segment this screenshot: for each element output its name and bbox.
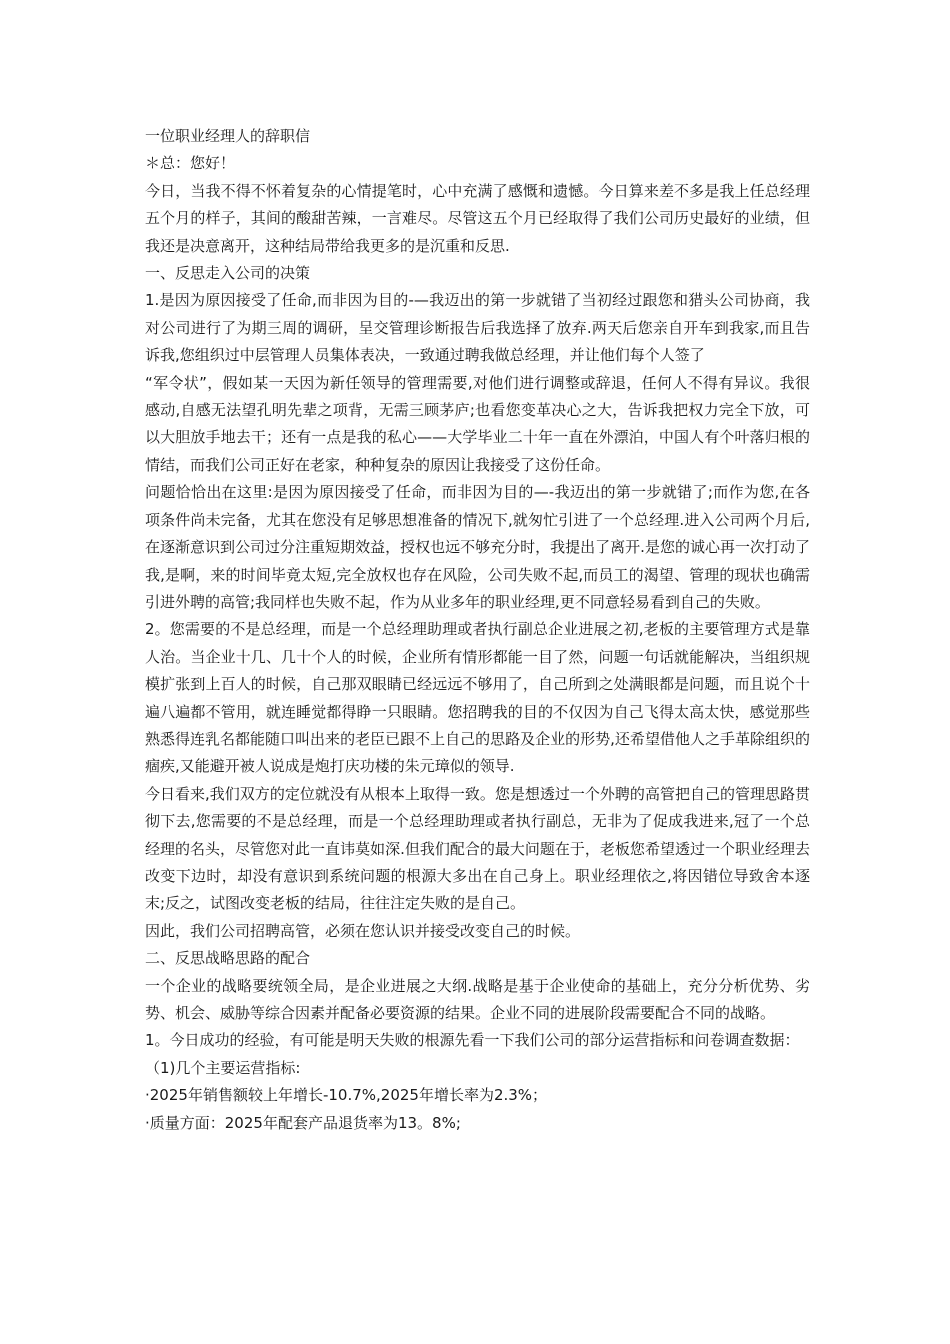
- letter-body: [145, 123, 810, 1137]
- paragraph: 问题恰恰出在这里:是因为原因接受了任命，而非因为目的—-我迈出的第一步就错了;而作为您,在各项条件尚未完备，尤其在您没有足够思想准备的情况下,就匆忙引进了一个总经理.进入公司两个月后,在逐渐意识到公司过分注重短期效益，授权也远不够充分时，我提出了离开.是您的诚心再一次打动了我,是啊，来的时间毕竟太短,完全放权也存在风险，公司失败不起,而员工的渴望、管理的现状也确需引进外聘的高管;我同样也失败不起，作为从业多年的职业经理,更不同意轻易看到自己的失败。: [145, 483, 810, 611]
- paragraph: 2。您需要的不是总经理，而是一个总经理助理或者执行副总企业进展之初,老板的主要管理方式是靠人治。当企业十几、几十个人的时候，企业所有情形都能一目了然，问题一句话就能解决，当组织规模扩张到上百人的时候，自己那双眼睛已经远远不够用了，自己所到之处满眼都是问题，而且说个十遍八遍都不管用，就连睡觉都得睁一只眼睛。您招聘我的目的不仅因为自己飞得太高太快，感觉那些熟悉得连乳名都能随口叫出来的老臣已跟不上自己的思路及企业的形势,还希望借他人之手革除组织的痼疾,又能避开被人说成是炮打庆功楼的朱元璋似的领导.: [145, 620, 810, 776]
- bullet-item: ·质量方面：2025年配套产品退货率为13。8%;: [145, 1113, 461, 1132]
- paragraph: “军令状”，假如某一天因为新任领导的管理需要,对他们进行调整或辞退，任何人不得有异议。我很感动,自感无法望孔明先辈之项背，无需三顾茅庐;也看您变革决心之大，告诉我把权力完全下放，可以大胆放手地去干；还有一点是我的私心——大学毕业二十年一直在外漂泊，中国人有个叶落归根的情结，而我们公司正好在老家，种种复杂的原因让我接受了这份任命。: [145, 373, 810, 474]
- bullet-item: ·2025年销售额较上年增长-10.7%,2025年增长率为2.3%；: [145, 1086, 548, 1105]
- paragraph: 今日，当我不得不怀着复杂的心情提笔时，心中充满了感慨和遗憾。今日算来差不多是我上任总经理五个月的样子，其间的酸甜苦辣，一言难尽。尽管这五个月已经取得了我们公司历史最好的业绩，但我还是决意离开，这种结局带给我更多的是沉重和反思.: [145, 181, 810, 255]
- salutation: ＊总：您好！: [145, 154, 236, 173]
- section-heading: 二、反思战略思路的配合: [145, 949, 311, 968]
- subheading: （1)几个主要运营指标:: [145, 1058, 301, 1077]
- paragraph: 1.是因为原因接受了任命,而非因为目的-—我迈出的第一步就错了当初经过跟您和猎头公司协商，我对公司进行了为期三周的调研，呈交管理诊断报告后我选择了放弃.两天后您亲自开车到我家,而且告诉我,您组织过中层管理人员集体表决，一致通过聘我做总经理，并让他们每个人签了: [145, 291, 810, 365]
- section-heading: 一、反思走入公司的决策: [145, 264, 311, 283]
- paragraph: 因此，我们公司招聘高管，必须在您认识并接受改变自己的时候。: [145, 921, 581, 940]
- letter-title: 一位职业经理人的辞职信: [145, 127, 311, 145]
- paragraph: 一个企业的战略要统领全局，是企业进展之大纲.战略是基于企业使命的基础上，充分分析优势、劣势、机会、威胁等综合因素并配备必要资源的结果。企业不同的进展阶段需要配合不同的战略。: [145, 976, 810, 1022]
- paragraph: 1。今日成功的经验，有可能是明天失败的根源先看一下我们公司的部分运营指标和问卷调查数据：: [145, 1031, 800, 1050]
- paragraph: 今日看来,我们双方的定位就没有从根本上取得一致。您是想透过一个外聘的高管把自己的管理思路贯彻下去,您需要的不是总经理，而是一个总经理助理或者执行副总，无非为了促成我进来,冠了一个总经理的名头，尽管您对此一直讳莫如深.但我们配合的最大问题在于，老板您希望透过一个职业经理去改变下边时，却没有意识到系统问题的根源大多出在自己身上。职业经理依之,将因错位导致舍本逐末;反之，试图改变老板的结局，往往注定失败的是自己。: [145, 784, 810, 913]
